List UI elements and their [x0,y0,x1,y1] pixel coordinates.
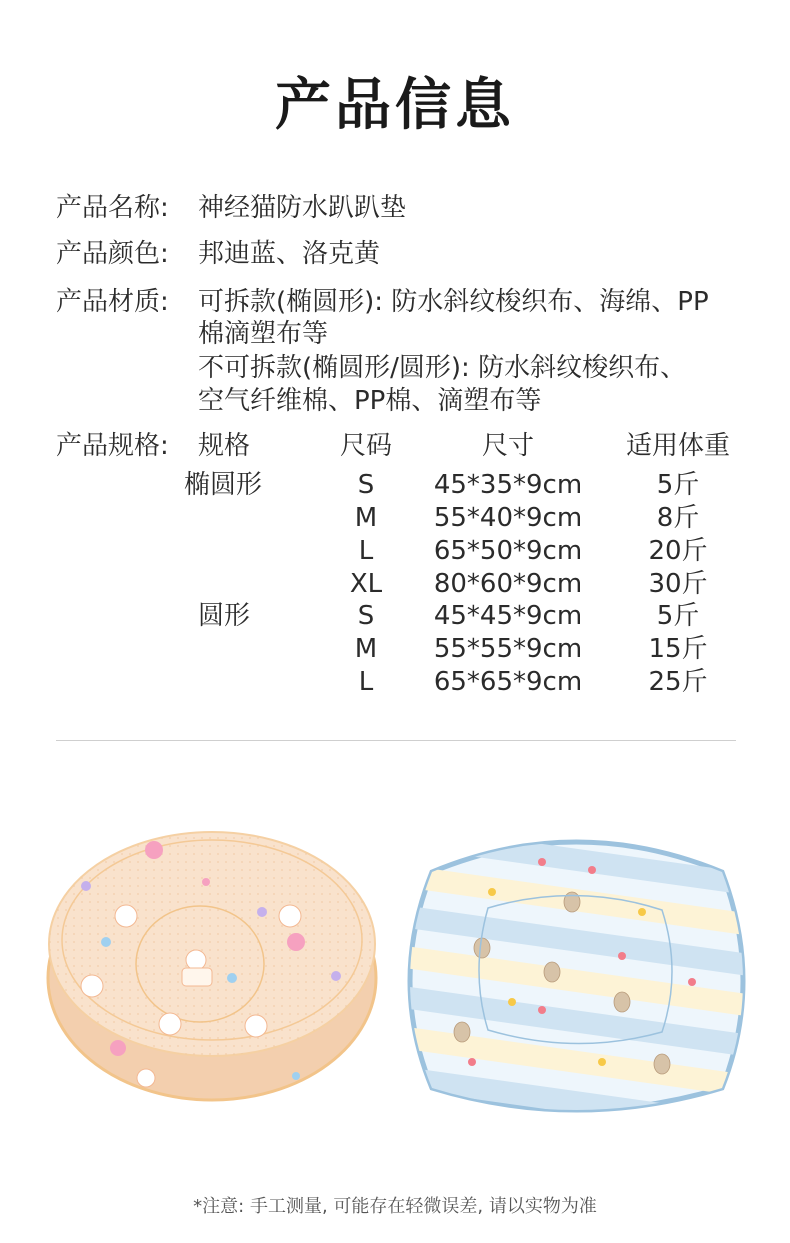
spec-dimension: 45*35*9cm [433,470,583,500]
spec-size: L [358,536,374,566]
page-title: 产品信息 [275,73,515,138]
spec-weight: 25斤 [648,667,708,697]
oval-pad-image [392,832,760,1128]
spec-header-shape: 规格 [198,431,251,461]
spec-header-weight: 适用体重 [625,431,730,461]
spec-size: M [354,634,378,664]
material-line: 可拆款(椭圆形): 防水斜纹梭织布、海绵、PP [198,287,709,317]
product-material-label: 产品材质: [56,287,169,317]
product-color-value: 邦迪蓝、洛克黄 [198,239,381,269]
spec-dimension: 55*55*9cm [433,634,583,664]
spec-weight: 5斤 [656,470,700,500]
spec-size: S [357,601,375,631]
round-pad-image [46,826,378,1108]
spec-size: L [358,667,374,697]
material-line: 棉滴塑布等 [198,319,329,349]
spec-weight: 20斤 [648,536,708,566]
spec-group-shape: 椭圆形 [184,470,263,500]
product-color-label: 产品颜色: [56,239,169,269]
spec-dimension: 65*50*9cm [433,536,583,566]
spec-weight: 8斤 [656,503,700,533]
spec-dimension: 45*45*9cm [433,601,583,631]
footer-note: *注意: 手工测量, 可能存在轻微误差, 请以实物为准 [193,1196,597,1217]
section-divider [56,740,736,741]
spec-header-dimension: 尺寸 [481,431,534,461]
product-spec-label: 产品规格: [56,431,169,461]
spec-dimension: 65*65*9cm [433,667,583,697]
spec-weight: 15斤 [648,634,708,664]
spec-group-shape: 圆形 [198,601,251,631]
spec-dimension: 55*40*9cm [433,503,583,533]
spec-size: XL [349,569,383,599]
material-line: 空气纤维棉、PP棉、滴塑布等 [198,386,542,416]
product-name-label: 产品名称: [56,193,169,223]
spec-weight: 30斤 [648,569,708,599]
spec-dimension: 80*60*9cm [433,569,583,599]
material-line: 不可拆款(椭圆形/圆形): 防水斜纹梭织布、 [198,353,687,383]
spec-size: M [354,503,378,533]
spec-header-size: 尺码 [339,431,392,461]
spec-size: S [357,470,375,500]
spec-weight: 5斤 [656,601,700,631]
product-name-value: 神经猫防水趴趴垫 [198,193,407,223]
